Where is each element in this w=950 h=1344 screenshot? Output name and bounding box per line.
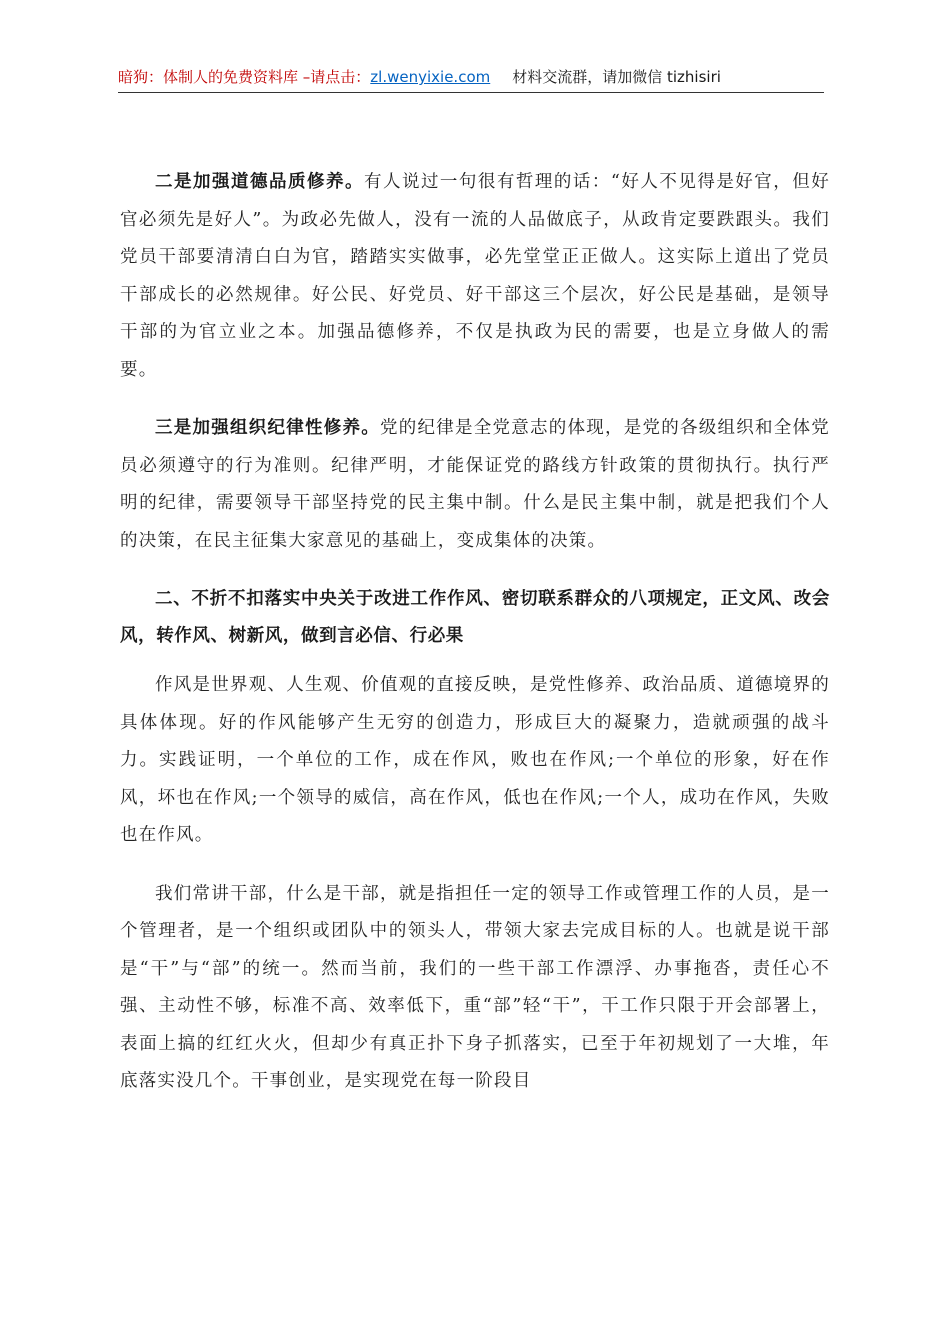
paragraph-text: 有人说过一句很有哲理的话：“好人不见得是好官，但好官必须先是好人”。为政必先做人，没有一流的人品做底子，从政肯定要跌跟头。我们党员干部要清清白白为官，踏踏实实做事，必先堂堂正正做人。这实际上道出了党员干部成长的必然规律。好公民、好党员、好干部这三个层次，好公民是基础，是领导干部的为官立业之本。加强品德修养，不仅是执政为民的需要，也是立身做人的需要。 — [120, 172, 830, 380]
header-note: 材料交流群，请加微信 tizhisiri — [512, 68, 721, 86]
paragraph-moral-cultivation — [120, 164, 830, 389]
header-site-label: 暗狗：体制人的免费资料库 — [118, 68, 299, 86]
paragraph-work-style: 作风是世界观、人生观、价值观的直接反映，是党性修养、政治品质、道德境界的具体体现。好的作风能够产生无穷的创造力，形成巨大的凝聚力，造就顽强的战斗力。实践证明，一个单位的工作，成在作风，败也在作风;一个单位的形象，好在作风，坏也在作风;一个领导的威信，高在作风，低也在作风;一个人，成功在作风，失败也在作风。 — [120, 675, 830, 845]
page-header — [118, 66, 824, 93]
section-heading: 二、不折不扣落实中央关于改进工作作风、密切联系群众的八项规定，正文风、改会风，转作风、树新风，做到言必信、行必果 — [120, 589, 830, 646]
paragraph-text: 党的纪律是全党意志的体现，是党的各级组织和全体党员必须遵守的行为准则。纪律严明，才能保证党的路线方针政策的贯彻执行。执行严明的纪律，需要领导干部坚持党的民主集中制。什么是民主集中制，就是把我们个人的决策，在民主征集大家意见的基础上，变成集体的决策。 — [120, 418, 830, 551]
paragraph-cadres: 我们常讲干部，什么是干部，就是指担任一定的领导工作或管理工作的人员，是一个管理者，是一个组织或团队中的领头人，带领大家去完成目标的人。也就是说干部是“干”与“部”的统一。然而当前，我们的一些干部工作漂浮、办事拖沓，责任心不强、主动性不够，标准不高、效率低下，重“部”轻“干”，干工作只限于开会部署上，表面上搞的红红火火，但却少有真正扑下身子抓落实，已至于年初规划了一大堆，年底落实没几个。干事创业，是实现党在每一阶段目 — [120, 883, 830, 1091]
header-prompt: –请点击： — [298, 68, 371, 86]
document-body — [120, 164, 830, 1122]
paragraph-discipline-cultivation — [120, 410, 830, 560]
paragraph-lead: 三是加强组织纪律性修养。 — [155, 418, 381, 438]
paragraph-lead: 二是加强道德品质修养。 — [155, 172, 364, 192]
header-link[interactable]: zl.wenyixie.com — [370, 68, 491, 86]
